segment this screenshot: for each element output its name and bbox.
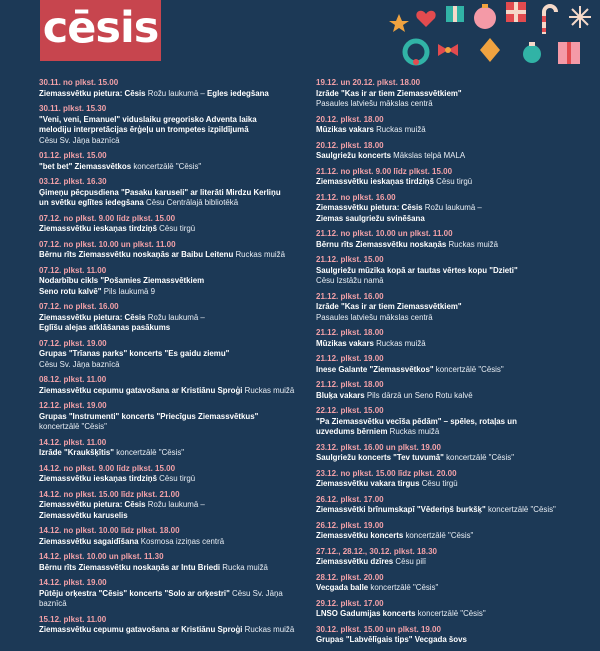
event-date: 15.12. plkst. 11.00: [39, 614, 107, 624]
event-description-line: [39, 313, 301, 324]
event-date: 14.12. no plkst. 10.00 līdz plkst. 18.00: [39, 526, 180, 535]
event-venue: Cēsu tirgū: [433, 177, 473, 186]
event-title: Ziemassvētku pietura: Cēsis: [316, 203, 423, 212]
event-item: [39, 490, 301, 522]
event-date: 12.12. plkst. 19.00: [39, 401, 107, 410]
event-date: 23.12. no plkst. 15.00 līdz plkst. 20.00: [316, 468, 457, 478]
event-date: 14.12. no plkst. 9.00 līdz plkst. 15.00: [39, 463, 176, 473]
event-description-line: [316, 177, 584, 188]
event-venue: Pasaules latviešu mākslas centrā: [316, 99, 433, 108]
event-item: [316, 115, 584, 136]
event-title: "bet bet" Ziemassvētkos: [39, 161, 132, 171]
event-venue: Cēsu Izstāžu namā: [316, 276, 384, 285]
event-title: Ziemassvētku ieskaņas tirdziņš: [39, 474, 157, 483]
event-description-line: [39, 500, 301, 511]
event-item: [39, 177, 301, 209]
event-title: Seno rotu kalvē": [39, 286, 102, 296]
event-date: 08.12. plkst. 11.00: [39, 375, 107, 384]
event-description-line: [39, 89, 301, 100]
event-date: 26.12. plkst. 17.00: [316, 494, 384, 504]
event-item: [39, 104, 301, 146]
event-description-line: [316, 339, 584, 350]
event-title: Ziemassvētki brīnumskapī "Vēderiņš burkšķ": [316, 505, 486, 514]
event-title: Izrāde "Kraukšķītis": [39, 448, 115, 457]
event-title: Ziemassvētku cepumu gatavošana ar Kristiānu Sproģi: [39, 385, 243, 395]
event-date: 30.11. no plkst. 15.00: [39, 78, 119, 87]
event-title: Pūtēju orķestra "Cēsis" koncerts "Solo ar orķestri": [39, 588, 230, 598]
event-date: 07.12. no plkst. 9.00 līdz plkst. 15.00: [39, 213, 176, 223]
event-item: [316, 354, 584, 375]
event-item: [316, 141, 584, 162]
event-venue: Kosmosa izziņas centrā: [138, 536, 225, 546]
event-venue: Rožu laukumā –: [145, 312, 205, 322]
event-description-line: [39, 386, 301, 397]
event-title: Mūzikas vakars: [316, 338, 374, 348]
event-item: [316, 292, 584, 324]
event-item: [39, 375, 301, 396]
diamond-ornament-icon: [480, 38, 500, 62]
event-date: 30.12. plkst. 15.00 un plkst. 19.00: [316, 624, 441, 634]
event-title: Ziemassvētku sagaidīšana: [39, 536, 139, 546]
event-item: [316, 521, 584, 542]
event-title: Ziemassvētku pietura: Cēsis: [39, 88, 146, 98]
event-title: Izrāde "Kas ir ar tiem Ziemassvētkiem": [316, 302, 462, 311]
event-date: 07.12. no plkst. 16.00: [39, 302, 119, 311]
event-item: [316, 547, 584, 568]
event-description-line: [39, 589, 301, 610]
event-venue: koncertzālē "Cēsis": [485, 505, 556, 514]
event-date: 07.12. no plkst. 10.00 un plkst. 11.00: [39, 239, 176, 249]
event-venue: koncertzālē "Cēsis": [403, 531, 474, 540]
event-item: [39, 214, 301, 235]
event-item: [316, 599, 584, 620]
event-description-line: [316, 479, 584, 490]
event-description-line: [316, 276, 584, 287]
event-date: 21.12. plkst. 18.00: [316, 380, 384, 389]
event-venue: koncertzālē "Cēsis": [415, 609, 486, 618]
event-title: Saulgriežu koncerts "Tev tuvumā": [316, 453, 444, 462]
event-description-line: [39, 224, 301, 235]
event-description-line: [316, 365, 584, 376]
event-description-line: [39, 625, 301, 636]
logo-text: cēsis: [42, 3, 159, 53]
event-venue: Ruckas muižā: [233, 250, 286, 259]
gift-icon: [506, 2, 526, 22]
event-item: [39, 151, 301, 172]
event-item: [316, 495, 584, 516]
event-item: [39, 526, 301, 547]
event-title: Ziemassvētku pietura: Cēsis: [39, 500, 146, 509]
event-title: "Veni, veni, Emanuel" viduslaiku gregorisko Adventa laika: [39, 114, 257, 124]
event-title: "Pa Ziemassvētku vecīša pēdām" – spēles, rotaļas un: [316, 416, 517, 426]
cesis-logo: [40, 0, 161, 61]
event-description-line: [39, 360, 301, 371]
christmas-decoration: [386, 0, 600, 68]
star-ornament-icon: [389, 14, 409, 32]
event-description-line: [316, 557, 584, 568]
event-description-line: [316, 266, 584, 277]
event-item: [39, 578, 301, 610]
event-venue: koncertzālē "Cēsis": [433, 364, 504, 374]
event-item: [39, 464, 301, 485]
event-venue: Ruckas muižā: [373, 125, 426, 134]
event-date: 29.12. plkst. 17.00: [316, 598, 384, 608]
event-description-line: [316, 151, 584, 162]
event-description-line: [39, 136, 301, 147]
event-item: [39, 615, 301, 636]
event-title: Egles iedegšana: [206, 88, 269, 98]
event-description-line: [39, 511, 301, 522]
christmas-wreath-icon: [405, 41, 427, 65]
event-title: Ziemassvētku koncerts: [316, 531, 404, 540]
event-description-line: [39, 198, 301, 209]
event-title: Ziemassvētku dzīres: [316, 557, 394, 566]
event-title: Ziemassvētku cepumu gatavošana ar Kristiānu Sproģi: [39, 625, 243, 634]
event-item: [316, 78, 584, 110]
christmas-bauble-icon: [523, 42, 541, 63]
event-date: 03.12. plkst. 16.30: [39, 177, 107, 186]
event-venue: Cēsu Sv. Jāņa baznīcā: [39, 359, 120, 369]
event-title: Ziemassvētku pietura: Cēsis: [39, 312, 146, 322]
event-venue: Rožu laukumā –: [145, 500, 205, 509]
event-date: 30.11. plkst. 15.30: [39, 104, 107, 113]
event-title: Bērnu rīts Ziemassvētku noskaņās ar Intu Briedi: [39, 562, 221, 572]
event-title: Ziemas saulgriežu svinēšana: [316, 213, 425, 223]
right-event-column: [316, 78, 584, 651]
event-date: 07.12. plkst. 11.00: [39, 265, 107, 275]
event-description-line: [39, 125, 301, 136]
event-date: 14.12. plkst. 19.00: [39, 578, 107, 587]
event-item: [316, 380, 584, 401]
event-title: uzvedums bērniem: [316, 427, 388, 436]
event-item: [39, 401, 301, 433]
event-venue: Pils laukumā 9: [101, 286, 156, 296]
event-description-line: [316, 99, 584, 110]
event-date: 19.12. un 20.12. plkst. 18.00: [316, 78, 421, 87]
event-description-line: [39, 250, 301, 261]
event-item: [316, 625, 584, 646]
event-description-line: [316, 302, 584, 313]
event-description-line: [316, 89, 584, 100]
event-date: 21.12. plkst. 16.00: [316, 291, 384, 301]
event-item: [316, 406, 584, 438]
event-title: Ziemassvētku ieskaņas tirdziņš: [316, 177, 434, 186]
event-venue: Pils dārzā un Seno Rotu kalvē: [364, 390, 473, 400]
event-title: un svētku eglītes iedegšana: [39, 198, 144, 207]
event-title: Bērnu rīts Ziemassvētku noskaņās ar Baibu Leitenu: [39, 250, 234, 259]
event-item: [39, 240, 301, 261]
event-venue: Ruckas muižā: [446, 239, 498, 249]
event-item: [316, 469, 584, 490]
event-venue: koncertzālē "Cēsis": [114, 448, 185, 457]
event-description-line: [39, 448, 301, 459]
event-date: 07.12. plkst. 19.00: [39, 338, 107, 348]
event-venue: Ruckas muižā: [373, 338, 426, 348]
event-date: 14.12. no plkst. 15.00 līdz plkst. 21.00: [39, 489, 180, 499]
event-item: [316, 328, 584, 349]
event-venue: koncertzālē "Cēsis": [131, 161, 202, 171]
event-title: melodiju interpretācijas ērģeļu un trompetes izpildījumā: [39, 125, 249, 134]
event-description-line: [316, 635, 584, 646]
event-title: LNSO Gadumijas koncerts: [316, 609, 416, 618]
event-description-line: [39, 115, 301, 126]
event-date: 14.12. plkst. 11.00: [39, 437, 107, 447]
event-venue: Cēsu pilī: [393, 557, 427, 566]
event-title: Grupas "Instrumenti" koncerts "Priecīgus Ziemassvētkus": [39, 411, 259, 421]
event-item: [39, 438, 301, 459]
event-venue: Cēsu tirgū: [156, 474, 196, 483]
event-title: Eglīšu alejas atklāšanas pasākums: [39, 323, 171, 332]
event-title: Bērnu rīts Ziemassvētku noskaņās: [316, 239, 447, 249]
event-title: Grupas "Trīanas parks" koncerts "Es gaidu ziemu": [39, 349, 230, 358]
event-venue: koncertzālē "Cēsis": [443, 453, 514, 462]
event-venue: Mākslas telpā MALA: [390, 151, 466, 160]
event-description-line: [39, 287, 301, 298]
event-venue: koncertzālē "Cēsis": [368, 583, 439, 592]
event-venue: Rožu laukumā –: [422, 203, 482, 212]
event-venue: Cēsu Sv. Jāņa baznīcā: [39, 135, 120, 145]
event-venue: Ruckas muižā: [242, 385, 295, 395]
event-description-line: [39, 349, 301, 360]
event-item: [316, 573, 584, 594]
event-description-line: [316, 125, 584, 136]
heart-ornament-icon: [416, 11, 435, 27]
christmas-bauble-icon: [474, 4, 496, 29]
event-item: [39, 266, 301, 298]
snowflake-icon: [569, 6, 591, 28]
event-description-line: [316, 453, 584, 464]
event-title: Saulgriežu koncerts: [316, 151, 391, 160]
event-venue: Cēsu tirgū: [156, 224, 196, 233]
gift-box-icon: [558, 42, 580, 64]
event-description-line: [316, 417, 584, 428]
gift-box-icon: [446, 6, 464, 22]
event-item: [39, 302, 301, 334]
event-description-line: [39, 537, 301, 548]
event-venue: koncertzālē "Cēsis": [39, 422, 107, 431]
event-description-line: [316, 427, 584, 438]
event-item: [316, 193, 584, 225]
event-date: 20.12. plkst. 18.00: [316, 140, 384, 150]
event-description-line: [39, 412, 301, 423]
event-description-line: [39, 422, 301, 433]
left-event-column: [39, 78, 301, 641]
event-date: 20.12. plkst. 18.00: [316, 114, 384, 124]
event-venue: Cēsu tirgū: [419, 479, 458, 488]
event-item: [39, 78, 301, 99]
event-description-line: [39, 276, 301, 287]
event-venue: Pasaules latviešu mākslas centrā: [316, 312, 433, 322]
event-description-line: [39, 188, 301, 199]
event-title: Inese Galante "Ziemassvētkos": [316, 364, 434, 374]
event-title: Izrāde "Kas ir ar tiem Ziemassvētkiem": [316, 88, 462, 98]
bow-icon: [438, 44, 458, 56]
event-venue: Rožu laukumā –: [145, 88, 207, 98]
event-description-line: [39, 162, 301, 173]
event-description-line: [316, 531, 584, 542]
event-title: Ģimeņu pēcpusdiena "Pasaku karuseli" ar literāti Mirdzu Kerliņu: [39, 187, 281, 197]
event-date: 27.12., 28.12., 30.12. plkst. 18.30: [316, 546, 437, 556]
event-description-line: [316, 583, 584, 594]
event-date: 21.12. no plkst. 10.00 un plkst. 11.00: [316, 229, 453, 238]
event-title: Nodarbību cikls "Pošamies Ziemassvētkiem: [39, 276, 205, 285]
event-description-line: [316, 203, 584, 214]
event-description-line: [316, 505, 584, 516]
event-title: Saulgriežu mūzika kopā ar tautas vērtes kopu "Dzieti": [316, 265, 518, 275]
event-venue: Ruckas muižā: [387, 427, 440, 436]
event-item: [316, 229, 584, 250]
event-title: Bluķa vakars: [316, 390, 365, 400]
event-description-line: [316, 391, 584, 402]
event-title: Vecgada balle: [316, 583, 369, 592]
event-title: Ziemassvētku karuselis: [39, 510, 128, 520]
event-item: [316, 443, 584, 464]
event-venue: Ruckas muižā: [242, 625, 295, 634]
event-item: [316, 255, 584, 287]
event-date: 21.12. no plkst. 16.00: [316, 192, 396, 202]
event-venue: Cēsu Centrālajā bibliotēkā: [143, 198, 239, 207]
event-item: [39, 552, 301, 573]
event-date: 21.12. plkst. 15.00: [316, 255, 384, 264]
event-date: 28.12. plkst. 20.00: [316, 572, 384, 582]
event-date: 21.12. plkst. 19.00: [316, 354, 384, 363]
event-date: 21.12. no plkst. 9.00 līdz plkst. 15.00: [316, 166, 453, 176]
event-description-line: [316, 240, 584, 251]
event-description-line: [39, 563, 301, 574]
event-venue: Rucka muižā: [220, 562, 268, 572]
event-date: 23.12. plkst. 16.00 un plkst. 19.00: [316, 442, 441, 452]
event-date: 22.12. plkst. 15.00: [316, 406, 384, 415]
event-description-line: [39, 323, 301, 334]
event-title: Mūzikas vakars: [316, 125, 374, 134]
candy-cane-icon: [544, 6, 556, 34]
event-title: Ziemassvētku ieskaņas tirdziņš: [39, 224, 157, 233]
event-description-line: [316, 609, 584, 620]
event-title: Grupas "Labvēlīgais tips" Vecgada šovs: [316, 635, 467, 644]
event-date: 01.12. plkst. 15.00: [39, 151, 107, 160]
event-date: 26.12. plkst. 19.00: [316, 520, 384, 530]
event-date: 14.12. plkst. 10.00 un plkst. 11.30: [39, 552, 164, 561]
event-item: [39, 339, 301, 371]
event-date: 21.12. plkst. 18.00: [316, 328, 384, 337]
event-description-line: [316, 313, 584, 324]
event-title: Ziemassvētku vakara tirgus: [316, 479, 420, 488]
event-description-line: [39, 474, 301, 485]
event-venue: Cēsu Sv. Jāņa baznīcā: [39, 588, 283, 608]
event-item: [316, 167, 584, 188]
event-description-line: [316, 214, 584, 225]
